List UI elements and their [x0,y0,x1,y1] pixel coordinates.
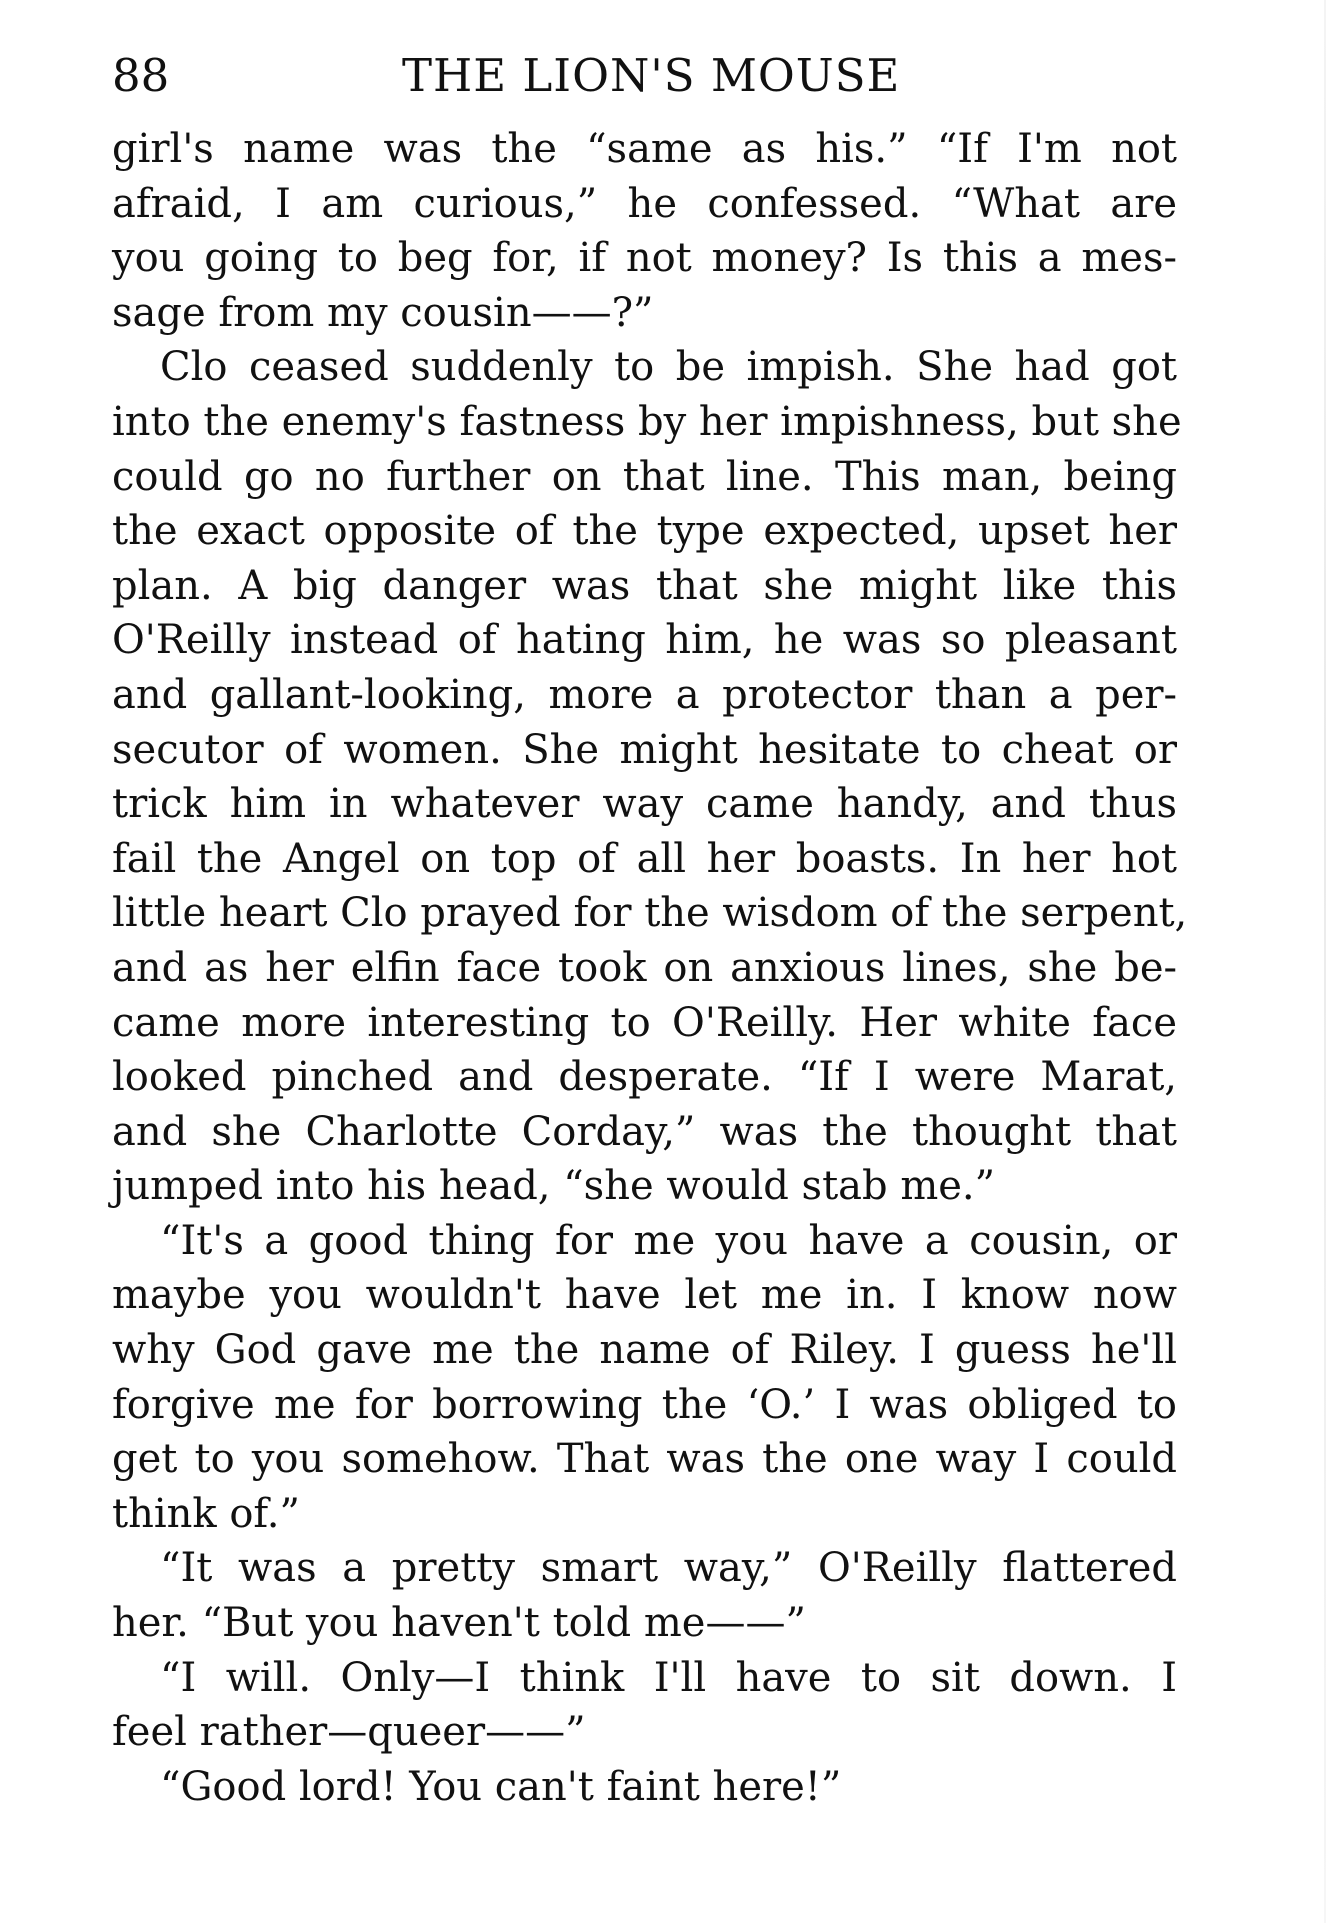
text-line: jumped into his head, “she would stab me.” [112,1163,996,1210]
text-line: forgive me for borrowing the ‘O.’ I was obliged to [112,1381,1177,1428]
text-line: came more interesting to O'Reilly. Her white face [112,999,1177,1046]
text-line: the exact opposite of the type expected, upset her [112,508,1177,555]
text-line: secutor of women. She might hesitate to cheat or [112,726,1177,773]
text-line: trick him in whatever way came handy, and thus [112,781,1177,828]
text-line: “Good lord! You can't faint here!” [160,1763,842,1810]
text-line: and she Charlotte Corday,” was the thought that [112,1108,1177,1155]
text-line: think of.” [112,1490,300,1537]
text-line: and as her elfin face took on anxious lines, she be- [112,944,1177,991]
text-line: afraid, I am curious,” he confessed. “What are [112,180,1177,227]
running-head [112,48,1172,104]
text-line: plan. A big danger was that she might like this [112,562,1177,609]
scan-edge-shadow [1324,0,1326,1923]
text-line: “It's a good thing for me you have a cousin, or [160,1217,1177,1264]
text-line: O'Reilly instead of hating him, he was so pleasant [112,617,1177,664]
text-line: sage from my cousin——?” [112,289,654,336]
page-number: 88 [112,49,170,102]
running-title: THE LION'S MOUSE [402,49,901,102]
text-line: you going to beg for, if not money? Is this a mes- [112,235,1177,282]
text-line: fail the Angel on top of all her boasts. In her hot [112,835,1177,882]
text-line: and gallant-looking, more a protector than a per- [112,671,1177,718]
text-line: “I will. Only—I think I'll have to sit down. I [160,1654,1177,1701]
text-line: “It was a pretty smart way,” O'Reilly flattered [160,1545,1177,1592]
text-line: feel rather—queer——” [112,1709,586,1756]
text-line: get to you somehow. That was the one way I could [112,1436,1177,1483]
text-line: looked pinched and desperate. “If I were Marat, [112,1054,1177,1101]
text-line: her. “But you haven't told me——” [112,1600,806,1647]
body-text [112,122,1188,1814]
text-line: why God gave me the name of Riley. I guess he'll [112,1327,1177,1374]
text-line: Clo ceased suddenly to be impish. She had got [160,344,1177,391]
text-line: maybe you wouldn't have let me in. I know now [112,1272,1177,1319]
text-line: girl's name was the “same as his.” “If I'm not [112,126,1177,172]
text-line: could go no further on that line. This man, being [112,453,1177,500]
text-line: into the enemy's fastness by her impishness, but she [112,398,1182,445]
text-line: little heart Clo prayed for the wisdom of the serpent, [112,890,1188,937]
